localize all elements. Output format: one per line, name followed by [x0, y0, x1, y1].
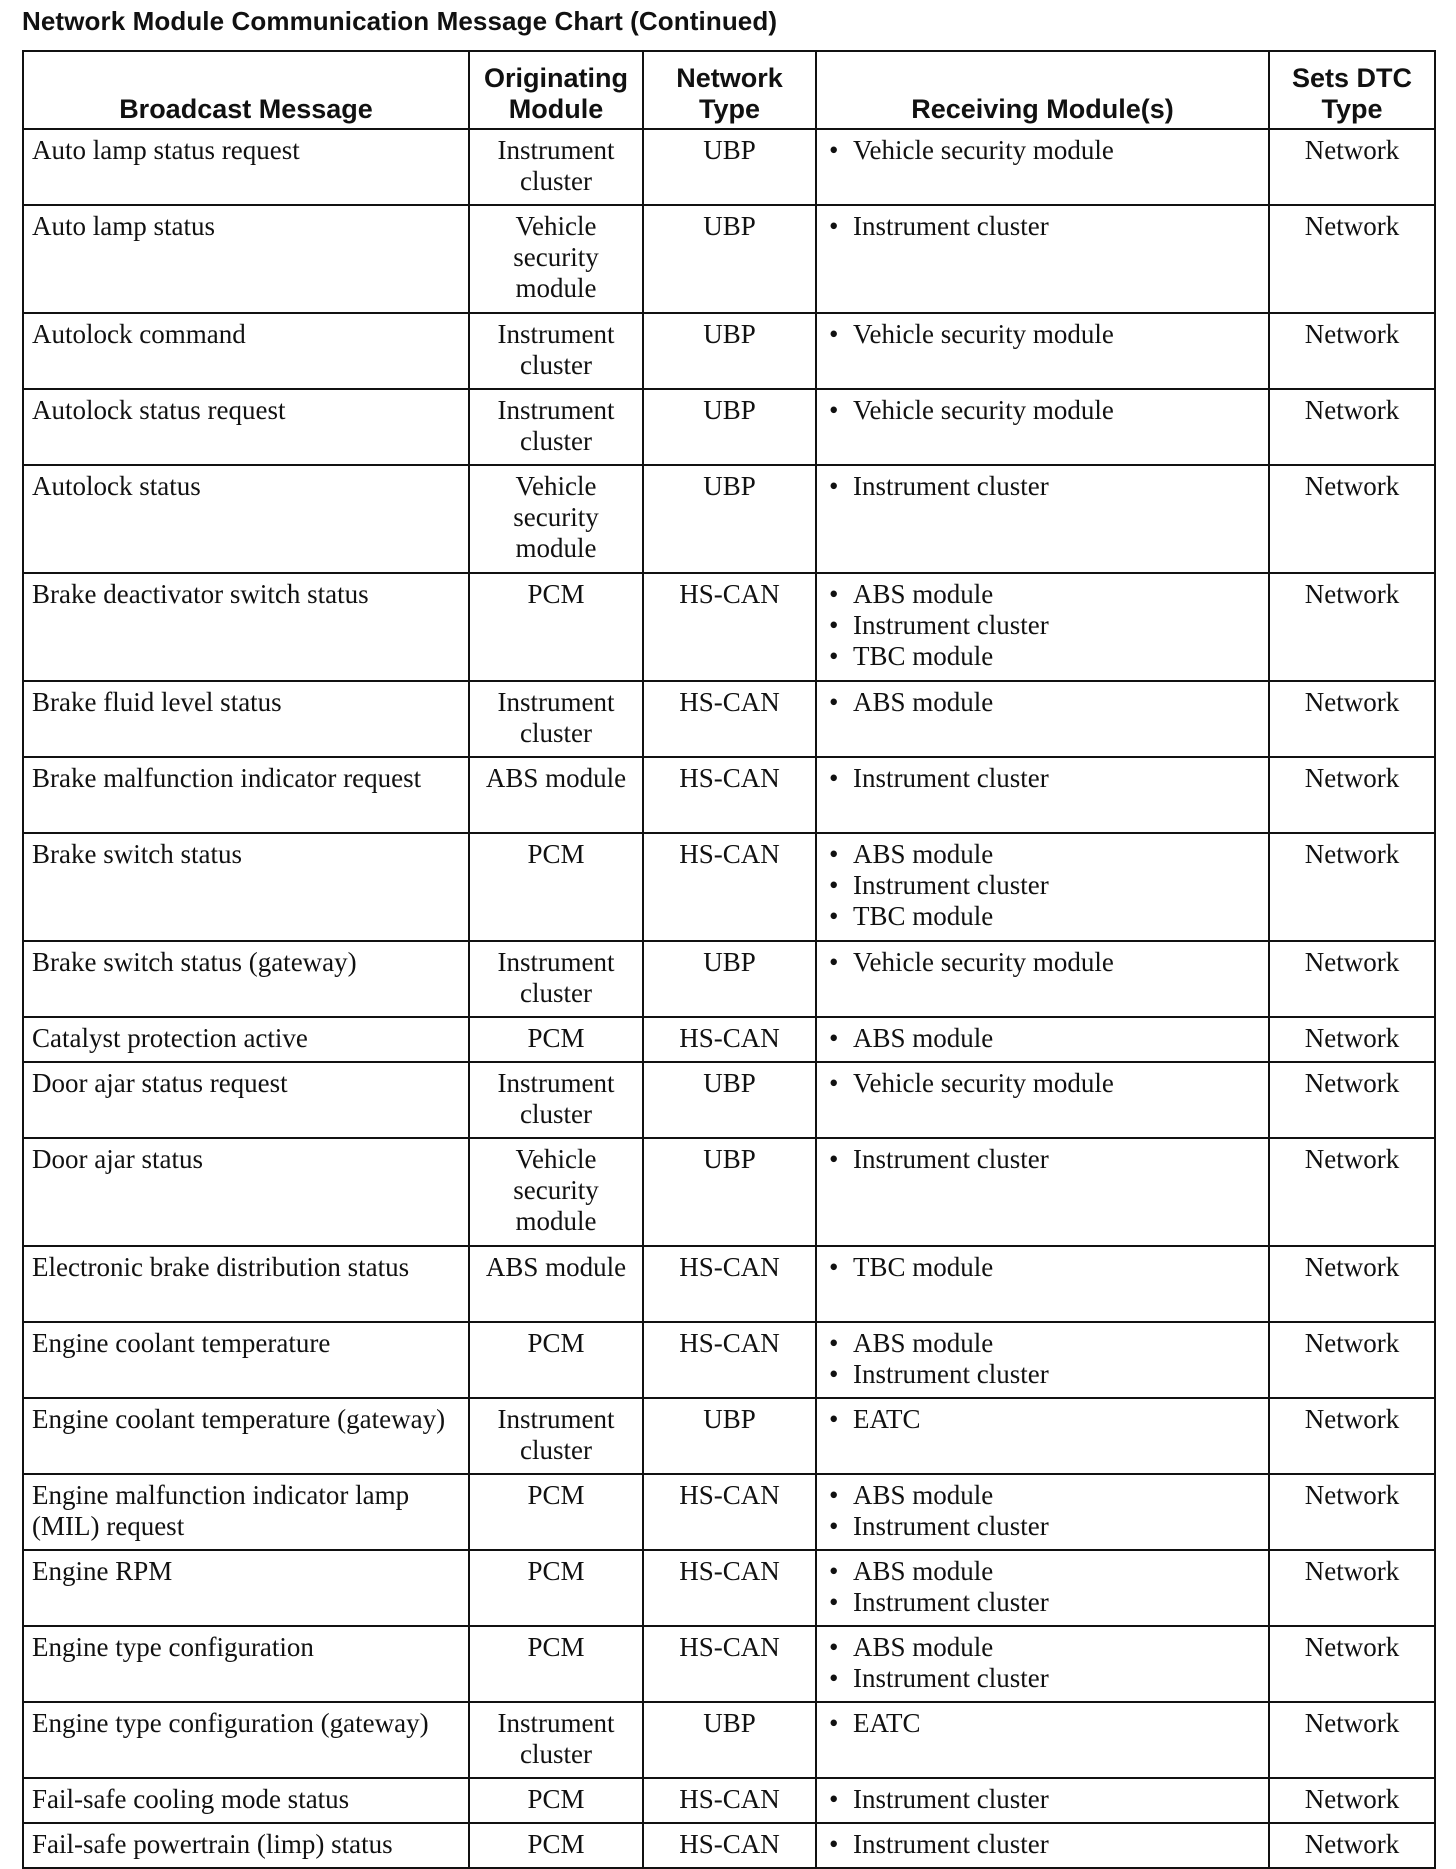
receiving-modules-list — [825, 1068, 1260, 1099]
cell-receiving-modules — [816, 129, 1269, 205]
cell-receiving-modules — [816, 313, 1269, 389]
table-row — [23, 681, 1435, 757]
cell-broadcast-message: Engine type configuration — [23, 1626, 469, 1702]
cell-sets-dtc-type: Network — [1269, 313, 1435, 389]
cell-sets-dtc-type: Network — [1269, 833, 1435, 941]
cell-broadcast-message: Brake switch status — [23, 833, 469, 941]
cell-originating-module: Instrument cluster — [469, 1702, 643, 1778]
cell-originating-module: Instrument cluster — [469, 389, 643, 465]
cell-sets-dtc-type: Network — [1269, 1322, 1435, 1398]
cell-sets-dtc-type: Network — [1269, 1062, 1435, 1138]
cell-network-type: HS-CAN — [643, 1778, 816, 1823]
table-row — [23, 573, 1435, 681]
cell-network-type: HS-CAN — [643, 1550, 816, 1626]
receiving-modules-list — [825, 579, 1260, 672]
cell-originating-module: ABS module — [469, 1246, 643, 1322]
receiving-modules-list — [825, 1829, 1260, 1860]
receiving-module-item: • Vehicle security module — [829, 947, 1260, 978]
receiving-module-item: • ABS module — [829, 579, 1260, 610]
cell-sets-dtc-type: Network — [1269, 1138, 1435, 1246]
receiving-modules-list — [825, 1556, 1260, 1618]
cell-receiving-modules — [816, 833, 1269, 941]
table-row — [23, 941, 1435, 1017]
cell-network-type: UBP — [643, 1138, 816, 1246]
cell-broadcast-message: Fail-safe powertrain (limp) status — [23, 1823, 469, 1868]
cell-originating-module: Vehicle security module — [469, 465, 643, 573]
receiving-module-item: • EATC — [829, 1404, 1260, 1435]
receiving-module-item: • Instrument cluster — [829, 1144, 1260, 1175]
cell-sets-dtc-type: Network — [1269, 757, 1435, 833]
table-row — [23, 1778, 1435, 1823]
cell-network-type: HS-CAN — [643, 573, 816, 681]
cell-sets-dtc-type: Network — [1269, 681, 1435, 757]
table-row — [23, 1398, 1435, 1474]
cell-broadcast-message: Auto lamp status — [23, 205, 469, 313]
table-row — [23, 833, 1435, 941]
cell-network-type: HS-CAN — [643, 1322, 816, 1398]
cell-originating-module: Instrument cluster — [469, 1398, 643, 1474]
cell-originating-module: Instrument cluster — [469, 313, 643, 389]
cell-receiving-modules — [816, 1823, 1269, 1868]
cell-broadcast-message: Door ajar status request — [23, 1062, 469, 1138]
cell-sets-dtc-type: Network — [1269, 1550, 1435, 1626]
cell-receiving-modules — [816, 1322, 1269, 1398]
receiving-module-item: • Instrument cluster — [829, 1359, 1260, 1390]
cell-originating-module: Instrument cluster — [469, 129, 643, 205]
receiving-module-item: • Instrument cluster — [829, 1511, 1260, 1542]
cell-sets-dtc-type: Network — [1269, 941, 1435, 1017]
cell-broadcast-message: Brake switch status (gateway) — [23, 941, 469, 1017]
cell-originating-module: PCM — [469, 1474, 643, 1550]
cell-network-type: UBP — [643, 465, 816, 573]
cell-receiving-modules — [816, 1626, 1269, 1702]
cell-broadcast-message: Engine malfunction indicator lamp (MIL) request — [23, 1474, 469, 1550]
header-network-type: Network Type — [643, 51, 816, 129]
table-row — [23, 1550, 1435, 1626]
cell-receiving-modules — [816, 941, 1269, 1017]
header-sets-dtc-type: Sets DTC Type — [1269, 51, 1435, 129]
table-row — [23, 1702, 1435, 1778]
cell-broadcast-message: Autolock status — [23, 465, 469, 573]
cell-sets-dtc-type: Network — [1269, 389, 1435, 465]
cell-receiving-modules — [816, 1550, 1269, 1626]
cell-originating-module: Vehicle security module — [469, 1138, 643, 1246]
cell-originating-module: Instrument cluster — [469, 681, 643, 757]
receiving-module-item: • Instrument cluster — [829, 1587, 1260, 1618]
receiving-module-item: • Instrument cluster — [829, 870, 1260, 901]
cell-sets-dtc-type: Network — [1269, 1823, 1435, 1868]
cell-receiving-modules — [816, 465, 1269, 573]
message-chart-table — [22, 50, 1436, 1869]
cell-broadcast-message: Engine coolant temperature (gateway) — [23, 1398, 469, 1474]
cell-broadcast-message: Engine coolant temperature — [23, 1322, 469, 1398]
cell-receiving-modules — [816, 757, 1269, 833]
cell-originating-module: PCM — [469, 1550, 643, 1626]
cell-originating-module: PCM — [469, 1017, 643, 1062]
cell-sets-dtc-type: Network — [1269, 1626, 1435, 1702]
receiving-module-item: • ABS module — [829, 839, 1260, 870]
cell-receiving-modules — [816, 1702, 1269, 1778]
cell-originating-module: Instrument cluster — [469, 941, 643, 1017]
receiving-module-item: • ABS module — [829, 1480, 1260, 1511]
table-row — [23, 757, 1435, 833]
cell-network-type: UBP — [643, 1062, 816, 1138]
receiving-module-item: • Vehicle security module — [829, 395, 1260, 426]
cell-receiving-modules — [816, 1017, 1269, 1062]
cell-sets-dtc-type: Network — [1269, 1246, 1435, 1322]
receiving-modules-list — [825, 947, 1260, 978]
receiving-modules-list — [825, 471, 1260, 502]
cell-broadcast-message: Brake malfunction indicator request — [23, 757, 469, 833]
cell-originating-module: Vehicle security module — [469, 205, 643, 313]
cell-sets-dtc-type: Network — [1269, 465, 1435, 573]
cell-network-type: HS-CAN — [643, 1246, 816, 1322]
table-body — [23, 129, 1435, 1868]
receiving-modules-list — [825, 687, 1260, 718]
receiving-module-item: • Vehicle security module — [829, 135, 1260, 166]
cell-originating-module: Instrument cluster — [469, 1062, 643, 1138]
table-row — [23, 1138, 1435, 1246]
receiving-module-item: • Instrument cluster — [829, 1784, 1260, 1815]
receiving-module-item: • TBC module — [829, 1252, 1260, 1283]
cell-broadcast-message: Electronic brake distribution status — [23, 1246, 469, 1322]
cell-network-type: HS-CAN — [643, 757, 816, 833]
cell-network-type: UBP — [643, 389, 816, 465]
cell-broadcast-message: Auto lamp status request — [23, 129, 469, 205]
receiving-module-item: • ABS module — [829, 1632, 1260, 1663]
cell-originating-module: PCM — [469, 573, 643, 681]
table-row — [23, 1322, 1435, 1398]
receiving-modules-list — [825, 1480, 1260, 1542]
cell-sets-dtc-type: Network — [1269, 129, 1435, 205]
cell-sets-dtc-type: Network — [1269, 205, 1435, 313]
table-row — [23, 1626, 1435, 1702]
receiving-modules-list — [825, 1632, 1260, 1694]
header-originating-module: Originating Module — [469, 51, 643, 129]
table-row — [23, 1017, 1435, 1062]
cell-receiving-modules — [816, 1138, 1269, 1246]
cell-sets-dtc-type: Network — [1269, 573, 1435, 681]
cell-receiving-modules — [816, 1778, 1269, 1823]
cell-network-type: HS-CAN — [643, 1823, 816, 1868]
cell-broadcast-message: Catalyst protection active — [23, 1017, 469, 1062]
table-row — [23, 1246, 1435, 1322]
table-row — [23, 1474, 1435, 1550]
cell-network-type: HS-CAN — [643, 1626, 816, 1702]
cell-sets-dtc-type: Network — [1269, 1474, 1435, 1550]
cell-network-type: UBP — [643, 1398, 816, 1474]
cell-originating-module: PCM — [469, 1626, 643, 1702]
receiving-modules-list — [825, 1784, 1260, 1815]
cell-network-type: UBP — [643, 1702, 816, 1778]
cell-receiving-modules — [816, 1474, 1269, 1550]
cell-network-type: UBP — [643, 205, 816, 313]
cell-originating-module: PCM — [469, 1823, 643, 1868]
cell-network-type: HS-CAN — [643, 833, 816, 941]
receiving-modules-list — [825, 395, 1260, 426]
receiving-module-item: • Vehicle security module — [829, 319, 1260, 350]
receiving-modules-list — [825, 839, 1260, 932]
header-row — [23, 51, 1435, 129]
table-row — [23, 1062, 1435, 1138]
cell-receiving-modules — [816, 389, 1269, 465]
cell-originating-module: PCM — [469, 833, 643, 941]
cell-receiving-modules — [816, 681, 1269, 757]
receiving-modules-list — [825, 1023, 1260, 1054]
table-row — [23, 389, 1435, 465]
receiving-module-item: • Instrument cluster — [829, 763, 1260, 794]
cell-receiving-modules — [816, 1246, 1269, 1322]
cell-network-type: UBP — [643, 941, 816, 1017]
cell-broadcast-message: Brake deactivator switch status — [23, 573, 469, 681]
cell-network-type: HS-CAN — [643, 1017, 816, 1062]
cell-network-type: UBP — [643, 129, 816, 205]
cell-broadcast-message: Engine RPM — [23, 1550, 469, 1626]
receiving-module-item: • ABS module — [829, 1023, 1260, 1054]
header-receiving-modules: Receiving Module(s) — [816, 51, 1269, 129]
cell-originating-module: PCM — [469, 1322, 643, 1398]
receiving-module-item: • EATC — [829, 1708, 1260, 1739]
receiving-modules-list — [825, 1404, 1260, 1435]
cell-receiving-modules — [816, 573, 1269, 681]
receiving-module-item: • TBC module — [829, 901, 1260, 932]
table-row — [23, 129, 1435, 205]
receiving-modules-list — [825, 211, 1260, 242]
cell-network-type: UBP — [643, 313, 816, 389]
cell-originating-module: ABS module — [469, 757, 643, 833]
receiving-module-item: • ABS module — [829, 1556, 1260, 1587]
receiving-module-item: • Vehicle security module — [829, 1068, 1260, 1099]
cell-sets-dtc-type: Network — [1269, 1398, 1435, 1474]
receiving-module-item: • Instrument cluster — [829, 1829, 1260, 1860]
table-row — [23, 1823, 1435, 1868]
cell-broadcast-message: Fail-safe cooling mode status — [23, 1778, 469, 1823]
receiving-module-item: • Instrument cluster — [829, 1663, 1260, 1694]
receiving-modules-list — [825, 1144, 1260, 1175]
receiving-module-item: • Instrument cluster — [829, 610, 1260, 641]
receiving-modules-list — [825, 1708, 1260, 1739]
cell-receiving-modules — [816, 205, 1269, 313]
cell-broadcast-message: Door ajar status — [23, 1138, 469, 1246]
table-row — [23, 313, 1435, 389]
cell-broadcast-message: Brake fluid level status — [23, 681, 469, 757]
table-row — [23, 205, 1435, 313]
cell-sets-dtc-type: Network — [1269, 1017, 1435, 1062]
receiving-module-item: • Instrument cluster — [829, 471, 1260, 502]
receiving-modules-list — [825, 1328, 1260, 1390]
table-row — [23, 465, 1435, 573]
receiving-modules-list — [825, 763, 1260, 794]
cell-sets-dtc-type: Network — [1269, 1702, 1435, 1778]
receiving-module-item: • TBC module — [829, 641, 1260, 672]
receiving-module-item: • Instrument cluster — [829, 211, 1260, 242]
cell-broadcast-message: Engine type configuration (gateway) — [23, 1702, 469, 1778]
cell-receiving-modules — [816, 1062, 1269, 1138]
page-title: Network Module Communication Message Chart (Continued) — [22, 6, 778, 36]
cell-broadcast-message: Autolock command — [23, 313, 469, 389]
receiving-modules-list — [825, 135, 1260, 166]
receiving-module-item: • ABS module — [829, 687, 1260, 718]
receiving-modules-list — [825, 319, 1260, 350]
cell-broadcast-message: Autolock status request — [23, 389, 469, 465]
header-broadcast-message: Broadcast Message — [23, 51, 469, 129]
receiving-module-item: • ABS module — [829, 1328, 1260, 1359]
cell-network-type: HS-CAN — [643, 1474, 816, 1550]
receiving-modules-list — [825, 1252, 1260, 1283]
cell-originating-module: PCM — [469, 1778, 643, 1823]
cell-receiving-modules — [816, 1398, 1269, 1474]
cell-network-type: HS-CAN — [643, 681, 816, 757]
cell-sets-dtc-type: Network — [1269, 1778, 1435, 1823]
